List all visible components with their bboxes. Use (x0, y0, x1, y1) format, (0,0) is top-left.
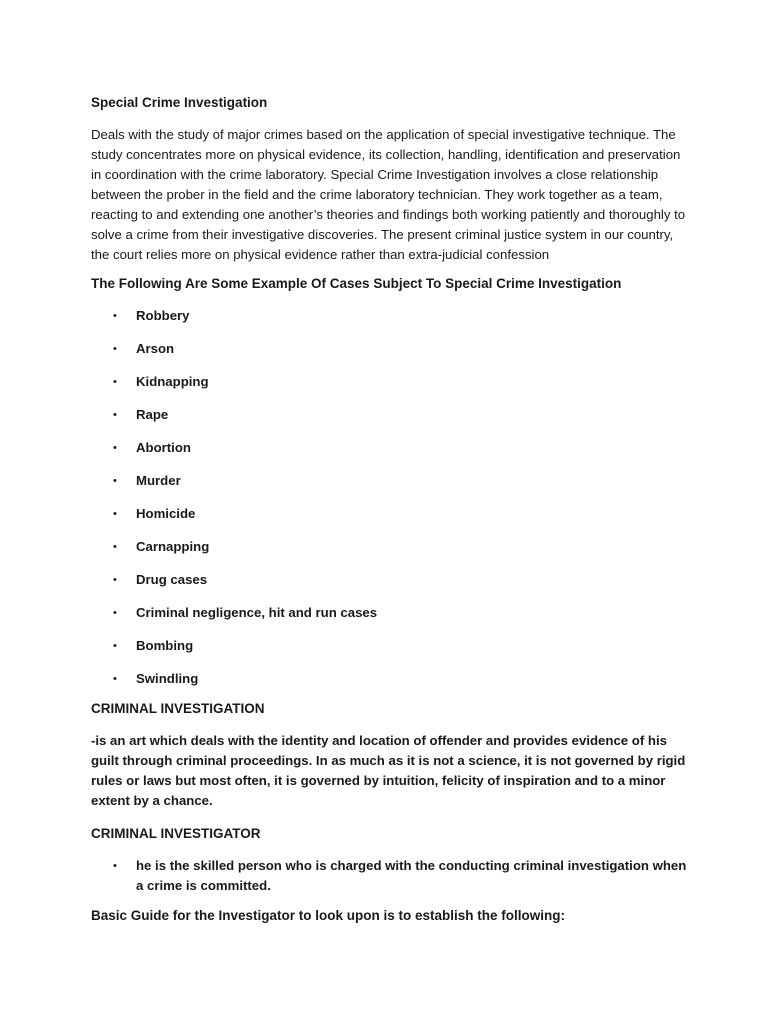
bullet-icon: • (113, 343, 117, 355)
bullet-icon: • (113, 409, 117, 421)
case-item (91, 570, 691, 590)
case-item-label: Rape (136, 407, 169, 422)
investigator-list (91, 856, 691, 896)
case-item (91, 339, 691, 359)
criminal-investigation-heading: CRIMINAL INVESTIGATION (91, 701, 265, 716)
case-item (91, 636, 691, 656)
case-item-label: Swindling (136, 671, 199, 686)
case-item-label: Abortion (136, 440, 191, 455)
bullet-icon: • (113, 640, 117, 652)
bullet-icon: • (113, 673, 117, 685)
investigator-point-label: he is the skilled person who is charged with the conducting criminal investigation when a crime is committed. (136, 858, 687, 893)
case-item (91, 405, 691, 425)
case-item (91, 438, 691, 458)
criminal-investigator-heading: CRIMINAL INVESTIGATOR (91, 826, 261, 841)
case-item-label: Bombing (136, 638, 194, 653)
case-item-label: Kidnapping (136, 374, 209, 389)
case-item-label: Robbery (136, 308, 190, 323)
bullet-icon: • (113, 376, 117, 388)
document-title: Special Crime Investigation (91, 95, 268, 110)
case-item-label: Criminal negligence, hit and run cases (136, 605, 378, 620)
bullet-icon: • (113, 310, 117, 322)
cases-list (91, 306, 691, 689)
case-item (91, 669, 691, 689)
bullet-icon: • (113, 442, 117, 454)
bullet-icon: • (113, 475, 117, 487)
investigator-point (91, 856, 691, 896)
bullet-icon: • (113, 508, 117, 520)
bullet-icon: • (113, 541, 117, 553)
case-item (91, 306, 691, 326)
cases-heading: The Following Are Some Example Of Cases Subject To Special Crime Investigation (91, 276, 622, 291)
case-item (91, 471, 691, 491)
case-item-label: Drug cases (136, 572, 208, 587)
case-item (91, 537, 691, 557)
bullet-icon: • (113, 574, 117, 586)
case-item-label: Murder (136, 473, 181, 488)
case-item (91, 504, 691, 524)
guide-heading: Basic Guide for the Investigator to look upon is to establish the following: (91, 908, 566, 923)
intro-paragraph: Deals with the study of major crimes based on the application of special investigative technique. The study concentrates more on physical evidence, its collection, handling, identification and preservation in coordination with the crime laboratory. Special Crime Investigation involves a close relationship between the prober in the field and the crime laboratory technician. They work together as a team, reacting to and extending one another’s theories and findings both working patiently and thoroughly to solve a crime from their investigative discoveries. The present criminal justice system in our country, the court relies more on physical evidence rather than extra-judicial confession (91, 127, 686, 262)
criminal-investigation-definition: -is an art which deals with the identity and location of offender and provides evidence of his guilt through criminal proceedings. In as much as it is not a science, it is not governed by rigid rules or laws but most often, it is governed by intuition, felicity of inspiration and to a minor extent by a chance. (91, 733, 686, 808)
case-item-label: Homicide (136, 506, 196, 521)
case-item (91, 603, 691, 623)
bullet-icon: • (113, 860, 117, 872)
case-item-label: Carnapping (136, 539, 210, 554)
case-item (91, 372, 691, 392)
case-item-label: Arson (136, 341, 175, 356)
document-page (91, 93, 691, 938)
bullet-icon: • (113, 607, 117, 619)
